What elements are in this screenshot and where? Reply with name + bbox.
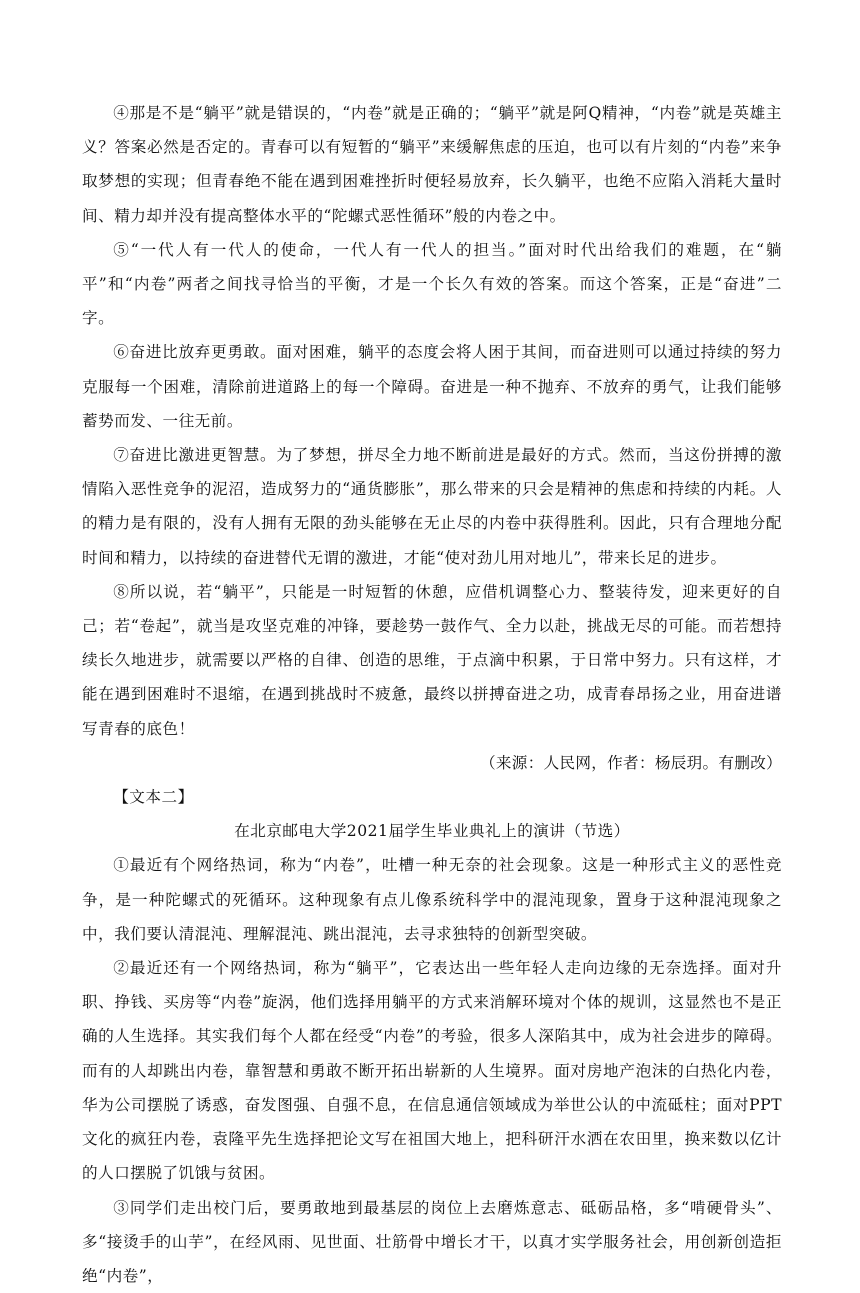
source-citation: （来源：人民网，作者：杨辰玥。有删改） bbox=[82, 746, 782, 780]
text2-label: 【文本二】 bbox=[82, 780, 782, 814]
paragraph-8: ⑧所以说，若“躺平”，只能是一时短暂的休憩，应借机调整心力、整装待发，迎来更好的自己；若“卷起”，就当是攻坚克难的冲锋，要趁势一鼓作气、全力以赴，挑战无尽的可能。而若想持续长久地进步，就需要以严格的自律、创造的思维，于点滴中积累，于日常中努力。只有这样，才能在遇到困难时不退缩，在遇到挑战时不疲惫，最终以拼搏奋进之功，成青春昂扬之业，用奋进谱写青春的底色！ bbox=[82, 575, 782, 746]
speech-title: 在北京邮电大学2021届学生毕业典礼上的演讲（节选） bbox=[82, 814, 782, 848]
speech-paragraph-2: ②最近还有一个网络热词，称为“躺平”，它表达出一些年轻人走向边缘的无奈选择。面对升职、挣钱、买房等“内卷”旋涡，他们选择用躺平的方式来消解环境对个体的规训，这显然也不是正确的人生选择。其实我们每个人都在经受“内卷”的考验，很多人深陷其中，成为社会进步的障碍。而有的人却跳出内卷，靠智慧和勇敢不断开拓出崭新的人生境界。面对房地产泡沫的白热化内卷，华为公司摆脱了诱惑，奋发图强、自强不息，在信息通信领域成为举世公认的中流砥柱；面对PPT文化的疯狂内卷，袁隆平先生选择把论文写在祖国大地上，把科研汗水洒在农田里，换来数以亿计的人口摆脱了饥饿与贫困。 bbox=[82, 951, 782, 1190]
paragraph-5: ⑤“一代人有一代人的使命，一代人有一代人的担当。”面对时代出给我们的难题，在“躺平”和“内卷”两者之间找寻恰当的平衡，才是一个长久有效的答案。而这个答案，正是“奋进”二字。 bbox=[82, 233, 782, 336]
speech-paragraph-1: ①最近有个网络热词，称为“内卷”，吐槽一种无奈的社会现象。这是一种形式主义的恶性竞争，是一种陀螺式的死循环。这种现象有点儿像系统科学中的混沌现象，置身于这种混沌现象之中，我们要认清混沌、理解混沌、跳出混沌，去寻求独特的创新型突破。 bbox=[82, 848, 782, 951]
speech-paragraph-3: ③同学们走出校门后，要勇敢地到最基层的岗位上去磨炼意志、砥砺品格，多“啃硬骨头”、多“接烫手的山芋”，在经风雨、见世面、壮筋骨中增长才干，以真才实学服务社会，用创新创造拒绝“内卷”， bbox=[82, 1191, 782, 1293]
paragraph-6: ⑥奋进比放弃更勇敢。面对困难，躺平的态度会将人困于其间，而奋进则可以通过持续的努力克服每一个困难，清除前进道路上的每一个障碍。奋进是一种不抛弃、不放弃的勇气，让我们能够蓄势而发、一往无前。 bbox=[82, 335, 782, 438]
paragraph-4: ④那是不是“躺平”就是错误的，“内卷”就是正确的；“躺平”就是阿Q精神，“内卷”就是英雄主义？答案必然是否定的。青春可以有短暂的“躺平”来缓解焦虑的压迫，也可以有片刻的“内卷”来争取梦想的实现；但青春绝不能在遇到困难挫折时便轻易放弃，长久躺平，也绝不应陷入消耗大量时间、精力却并没有提高整体水平的“陀螺式恶性循环”般的内卷之中。 bbox=[82, 96, 782, 233]
paragraph-7: ⑦奋进比激进更智慧。为了梦想，拼尽全力地不断前进是最好的方式。然而，当这份拼搏的激情陷入恶性竞争的泥沼，造成努力的“通货膨胀”，那么带来的只会是精神的焦虑和持续的内耗。人的精力是有限的，没有人拥有无限的劲头能够在无止尽的内卷中获得胜利。因此，只有合理地分配时间和精力，以持续的奋进替代无谓的激进，才能“使对劲儿用对地儿”，带来长足的进步。 bbox=[82, 438, 782, 575]
document-content bbox=[82, 96, 782, 1293]
